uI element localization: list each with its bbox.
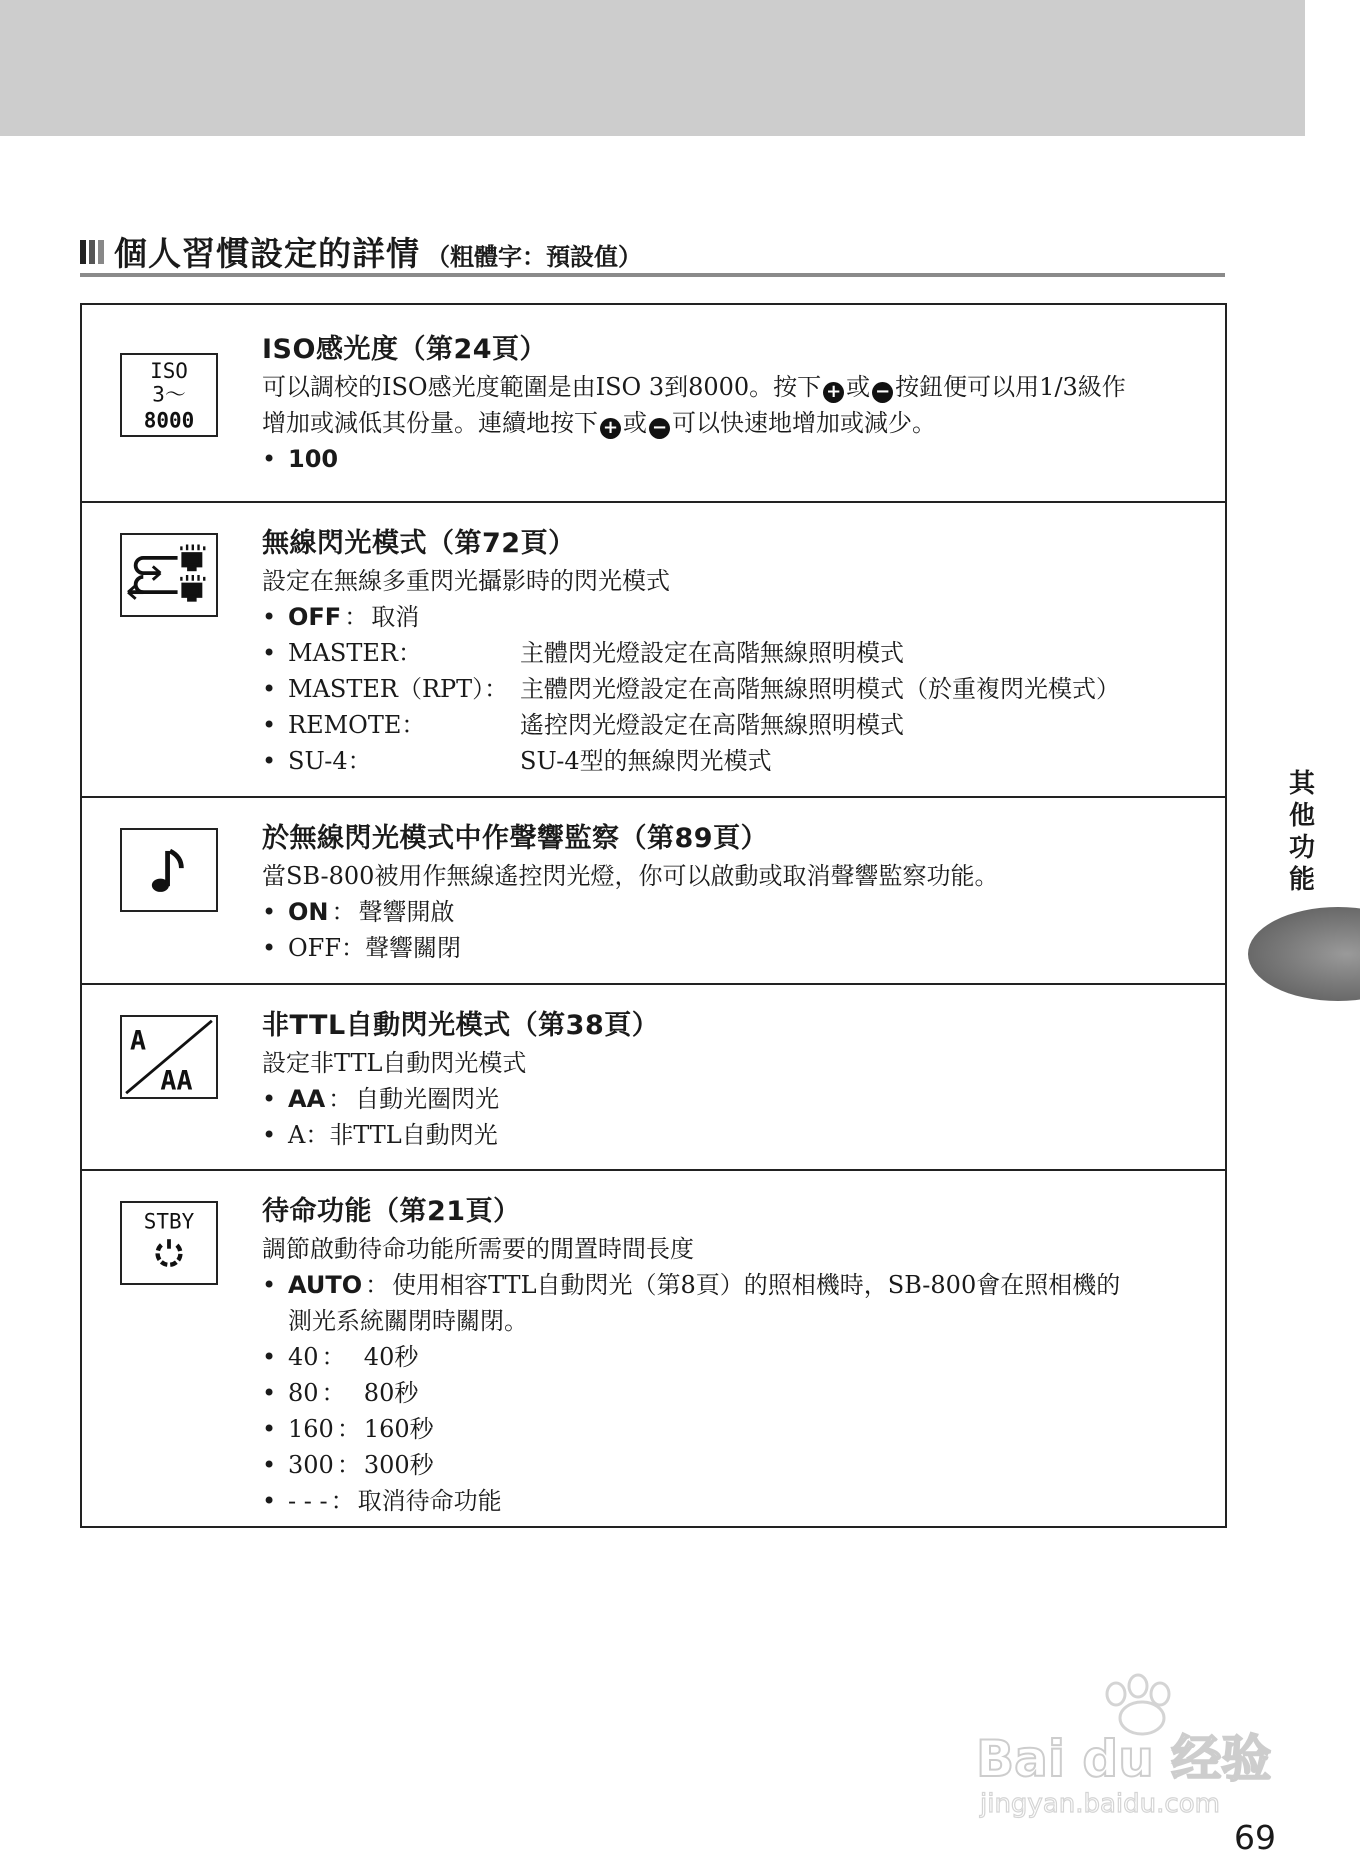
standby-icon-label: STBY [143,1209,195,1234]
setting-row-iso [82,305,1225,503]
minus-button-icon: − [649,418,670,439]
desc-text: 按鈕便可以用1/3級作 [895,373,1126,401]
option-item-continued: 測光系統關閉時關閉。 [288,1307,528,1335]
setting-row-standby [82,1171,1225,1526]
settings-table [80,303,1227,1528]
option-value: 40秒 [348,1343,419,1371]
setting-row-sound-monitor [82,798,1225,985]
option-value: 聲響關閉 [364,934,461,962]
plus-button-icon: + [600,418,621,439]
setting-row-non-ttl [82,985,1225,1171]
option-key: - - - [288,1487,328,1515]
iso-icon-label-iso: ISO [150,358,188,383]
option-value: 160秒 [363,1415,434,1443]
option-item: • SU-4： SU-4型的無線閃光模式 [262,743,1217,779]
option-key: 300 [288,1451,334,1479]
option-key: OFF [288,934,341,962]
option-key: OFF [288,603,342,631]
option-value: 自動光圈閃光 [355,1085,500,1113]
option-list [262,599,1217,779]
chapter-side-tab [1286,768,1318,896]
option-key: MASTER（RPT）： [288,675,509,703]
setting-description: 調節啟動待命功能所需要的閒置時間長度 [262,1235,694,1263]
option-item: • 160 ： 160秒 [262,1411,1217,1447]
title-divider [80,273,1225,277]
setting-heading: 於無線閃光模式中作聲響監察（第89頁） [262,823,769,854]
baidu-watermark-logo [966,1664,1286,1819]
option-item: • OFF ： 聲響關閉 [262,930,1217,966]
option-item: • AUTO ： 使用相容TTL自動閃光（第8頁）的照相機時，SB-800會在照相機的 [262,1267,1217,1303]
watermark-logo-text: Bai du 经验 [976,1730,1272,1788]
setting-row-wireless-mode [82,503,1225,798]
option-value: 遙控閃光燈設定在高階無線照明模式 [520,711,904,739]
setting-heading: 非TTL自動閃光模式（第38頁） [262,1010,660,1041]
option-item: • 300 ： 300秒 [262,1447,1217,1483]
iso-icon-label-min: 3～ [152,382,186,407]
setting-heading: 無線閃光模式（第72頁） [262,528,576,559]
setting-description: 設定在無線多重閃光攝影時的閃光模式 [262,567,670,595]
option-item: • 80 ： 80秒 [262,1375,1217,1411]
desc-text: 可以快速地增加或減少。 [672,409,936,437]
side-tab-char: 他 [1288,801,1315,831]
aa-icon-label-aa: AA [160,1065,193,1097]
desc-text: 或 [623,409,647,437]
setting-description [262,369,1217,441]
setting-heading: 待命功能（第21頁） [262,1196,521,1227]
aa-mode-icon [120,1015,218,1099]
desc-text: 或 [846,373,871,401]
option-item: • A ： 非TTL自動閃光 [262,1117,1217,1153]
title-bars-icon [80,240,104,264]
option-item: • ON ： 聲響開啟 [262,894,1217,930]
option-value: 主體閃光燈設定在高階無線照明模式 [520,639,904,667]
option-value: SU-4型的無線閃光模式 [520,747,772,775]
desc-text: 增加或減低其份量。連續地按下 [262,409,598,437]
setting-description: 設定非TTL自動閃光模式 [262,1049,527,1077]
option-key: 80 [288,1379,319,1407]
aa-icon-label-a: A [129,1025,147,1057]
option-value: 非TTL自動閃光 [329,1121,498,1149]
option-key: MASTER： [288,639,422,667]
option-list [262,1081,1217,1153]
option-value: 取消 [371,603,420,631]
side-tab-char: 其 [1288,769,1315,799]
option-key: REMOTE： [288,711,426,739]
section-title-text: 個人習慣設定的詳情 [114,234,420,273]
watermark-url: jingyan.baidu.com [980,1789,1220,1819]
option-value: 主體閃光燈設定在高階無線照明模式（於重複閃光模式） [520,675,1120,703]
option-item: • MASTER（RPT）： 主體閃光燈設定在高階無線照明模式（於重複閃光模式） [262,671,1217,707]
option-value: 80秒 [348,1379,419,1407]
wireless-flash-icon [120,533,218,617]
setting-heading: ISO感光度（第24頁） [262,334,548,365]
header-band [0,0,1305,136]
option-key: A [288,1121,306,1149]
side-tab-char: 功 [1288,833,1315,863]
music-note-icon [120,828,218,912]
option-value: 300秒 [363,1451,434,1479]
option-list [262,441,1217,477]
option-key: 40 [288,1343,319,1371]
plus-button-icon: + [823,382,844,403]
minus-button-icon: − [872,382,893,403]
iso-icon-label-max: 8000 [143,408,195,433]
option-list [262,1267,1217,1519]
iso-icon [120,353,218,437]
option-item: • 40 ： 40秒 [262,1339,1217,1375]
side-tab-char: 能 [1288,865,1315,895]
chapter-tab-marker [1248,907,1360,1001]
desc-text: 可以調校的ISO感光度範圍是由ISO 3到8000。按下 [262,373,822,401]
option-key: 100 [288,445,339,473]
option-item: • 100 [262,441,1217,477]
setting-description: 當SB-800被用作無線遙控閃光燈，你可以啟動或取消聲響監察功能。 [262,862,999,890]
option-value: 取消待命功能 [357,1487,502,1515]
option-item: • OFF ： 取消 [262,599,1217,635]
option-list [262,894,1217,966]
option-key: AUTO [288,1271,363,1299]
option-key: AA [288,1085,326,1113]
option-item: • - - - ： 取消待命功能 [262,1483,1217,1519]
section-title [80,228,1225,275]
standby-icon [120,1201,218,1285]
option-item: • AA ： 自動光圈閃光 [262,1081,1217,1117]
option-item: • MASTER： 主體閃光燈設定在高階無線照明模式 [262,635,1217,671]
option-value: 使用相容TTL自動閃光（第8頁）的照相機時，SB-800會在照相機的 [392,1271,1121,1299]
option-item: • REMOTE： 遙控閃光燈設定在高階無線照明模式 [262,707,1217,743]
page-number: 69 [1234,1818,1276,1857]
option-key: SU-4： [288,747,372,775]
section-subtitle: （粗體字：預設值） [426,243,642,271]
option-key: ON [288,898,329,926]
option-value: 聲響開啟 [358,898,455,926]
option-key: 160 [288,1415,334,1443]
